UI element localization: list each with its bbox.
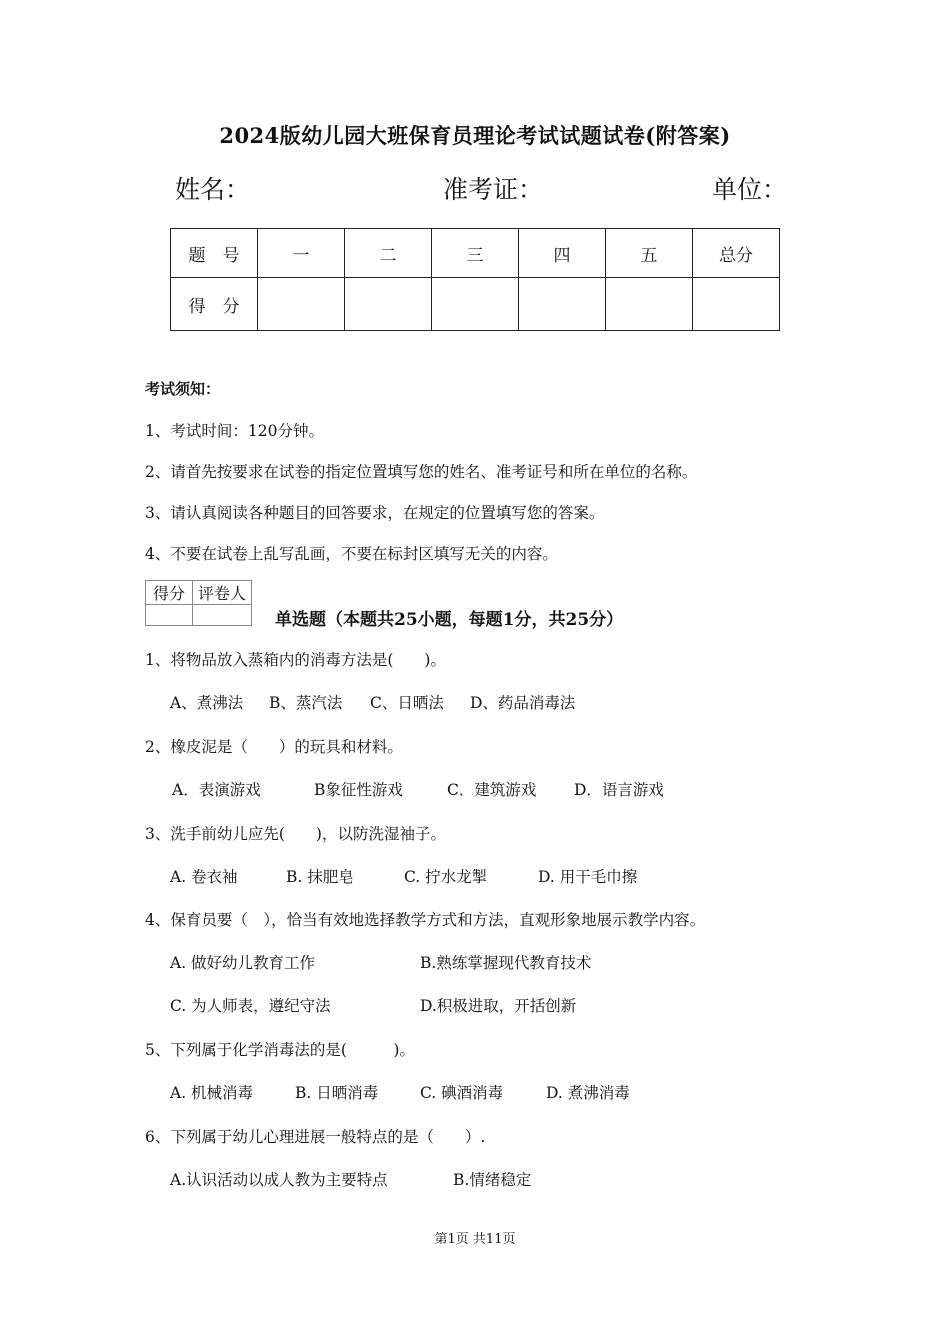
score-header-cell: 三 [432, 229, 519, 278]
q2-option-c[interactable]: C．建筑游戏 [447, 781, 537, 799]
question-3: 3、洗手前幼儿应先( )，以防洗湿袖子。 [145, 825, 446, 843]
q1-option-b[interactable]: B、蒸汽法 [269, 694, 343, 712]
exam-title: 2024版幼儿园大班保育员理论考试试题试卷(附答案) [219, 123, 731, 148]
q4-option-d[interactable]: D.积极进取，开括创新 [420, 997, 577, 1015]
note-item: 4、不要在试卷上乱写乱画，不要在标封区填写无关的内容。 [145, 545, 558, 563]
score-input-cell[interactable] [432, 278, 519, 331]
score-table-header-row [171, 229, 780, 278]
question-5: 5、下列属于化学消毒法的是( )。 [145, 1041, 415, 1059]
q3-option-d[interactable]: D. 用干毛巾擦 [538, 868, 638, 886]
question-1: 1、将物品放入蒸箱内的消毒方法是( )。 [145, 651, 446, 669]
score-input-cell[interactable] [345, 278, 432, 331]
q3-option-b[interactable]: B. 抹肥皂 [286, 868, 354, 886]
score-header-cell: 五 [606, 229, 693, 278]
q2-option-d[interactable]: D．语言游戏 [574, 781, 664, 799]
score-table [170, 228, 780, 331]
score-table-score-row [171, 278, 780, 331]
question-4: 4、保育员要（ ），恰当有效地选择教学方式和方法，直观形象地展示教学内容。 [145, 911, 706, 929]
question-6: 6、下列属于幼儿心理进展一般特点的是（ ）. [145, 1128, 486, 1146]
exam-id-label: 准考证： [443, 175, 544, 204]
unit-label: 单位： [712, 175, 788, 204]
q6-option-b[interactable]: B.情绪稳定 [453, 1171, 532, 1189]
q4-option-c[interactable]: C. 为人师表，遵纪守法 [170, 997, 331, 1015]
score-input-cell[interactable] [519, 278, 606, 331]
grader-reviewer-cell[interactable] [193, 605, 252, 626]
note-item: 1、考试时间：120分钟。 [145, 422, 324, 440]
score-input-cell[interactable] [258, 278, 345, 331]
grader-score-cell[interactable] [146, 605, 193, 626]
page-footer: 第1页 共11页 [434, 1232, 516, 1247]
grader-score-label: 得分 [146, 581, 193, 605]
q1-option-d[interactable]: D、药品消毒法 [470, 694, 576, 712]
score-row-label: 得 分 [171, 278, 258, 331]
notes-heading: 考试须知： [145, 380, 221, 398]
q5-option-a[interactable]: A. 机械消毒 [170, 1084, 254, 1102]
score-header-cell: 题 号 [171, 229, 258, 278]
q5-option-b[interactable]: B. 日晒消毒 [295, 1084, 379, 1102]
q3-option-c[interactable]: C. 拧水龙掣 [404, 868, 488, 886]
q2-option-a[interactable]: A．表演游戏 [172, 781, 261, 799]
score-input-cell[interactable] [693, 278, 780, 331]
q5-option-c[interactable]: C. 碘酒消毒 [420, 1084, 504, 1102]
question-2: 2、橡皮泥是（ ）的玩具和材料。 [145, 738, 403, 756]
section-title: 单选题（本题共25小题，每题1分，共25分） [275, 610, 624, 630]
q4-option-a[interactable]: A. 做好幼儿教育工作 [170, 954, 316, 972]
q1-option-a[interactable]: A、煮沸法 [170, 694, 244, 712]
q1-option-c[interactable]: C、日晒法 [370, 694, 444, 712]
score-input-cell[interactable] [606, 278, 693, 331]
q5-option-d[interactable]: D. 煮沸消毒 [546, 1084, 630, 1102]
score-header-cell: 一 [258, 229, 345, 278]
score-header-cell: 总分 [693, 229, 780, 278]
grader-reviewer-label: 评卷人 [193, 581, 252, 605]
score-header-cell: 二 [345, 229, 432, 278]
grader-box [145, 580, 252, 626]
note-item: 3、请认真阅读各种题目的回答要求，在规定的位置填写您的答案。 [145, 504, 605, 522]
note-item: 2、请首先按要求在试卷的指定位置填写您的姓名、准考证号和所在单位的名称。 [145, 463, 698, 481]
q4-option-b[interactable]: B.熟练掌握现代教育技术 [420, 954, 592, 972]
score-header-cell: 四 [519, 229, 606, 278]
q2-option-b[interactable]: B象征性游戏 [314, 781, 403, 799]
q3-option-a[interactable]: A. 卷衣袖 [170, 868, 238, 886]
name-label: 姓名： [175, 175, 251, 204]
q6-option-a[interactable]: A.认识活动以成人教为主要特点 [170, 1171, 388, 1189]
